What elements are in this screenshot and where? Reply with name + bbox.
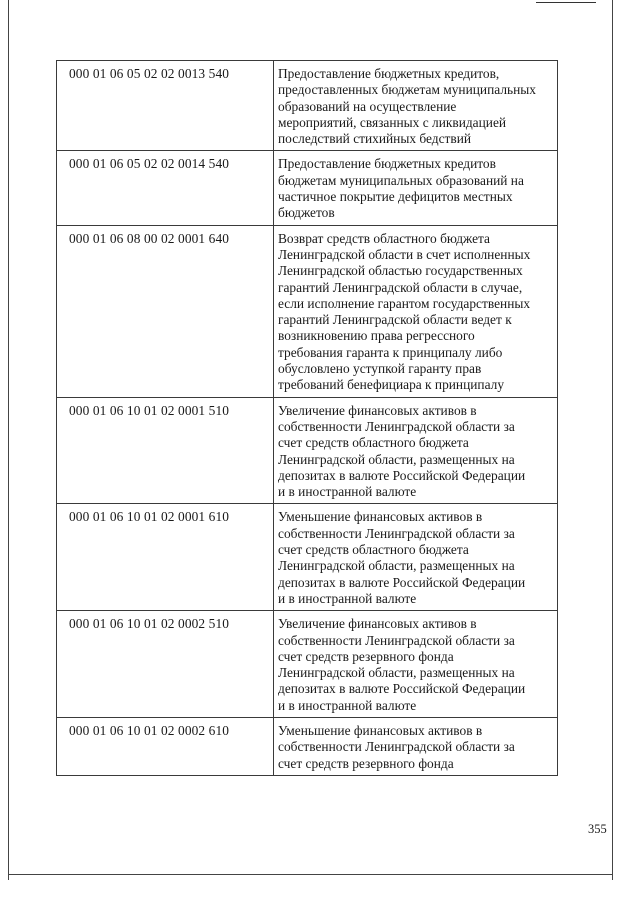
description-line: собственности Ленинградской области за — [278, 739, 515, 755]
description-line: Предоставление бюджетных кредитов, — [278, 66, 500, 81]
description-line: предоставленных бюджетам муниципальных — [278, 82, 536, 98]
bottom-page-edge — [8, 874, 613, 875]
description-line: собственности Ленинградской области за — [278, 632, 515, 648]
table-row — [57, 151, 558, 225]
description-line: собственности Ленинградской области за — [278, 418, 515, 434]
description-line: счет средств резервного фонда — [278, 648, 454, 664]
description-line: гарантий Ленинградской области ведет к — [278, 312, 512, 328]
table-row — [57, 504, 558, 611]
description-line: Увеличение финансовых активов в — [278, 616, 477, 632]
description-line: депозитах в валюте Российской Федерации — [278, 574, 526, 590]
description-cell — [274, 225, 558, 397]
description-line: и в иностранной валюте — [278, 697, 417, 713]
description-line: обусловлено уступкой гаранту прав — [278, 361, 482, 377]
description-line: последствий стихийных бедствий — [278, 131, 472, 147]
description-line: бюджетов — [278, 205, 335, 221]
description-line: счет средств областного бюджета — [278, 542, 469, 558]
description-line: Ленинградской областью государственных — [278, 263, 523, 279]
description-line: Предоставление бюджетных кредитов — [278, 156, 496, 172]
description-line: требования гаранта к принципалу либо — [278, 344, 503, 360]
description-line: требований бенефициара к принципалу — [278, 377, 505, 393]
description-line: гарантий Ленинградской области в случае, — [278, 279, 523, 295]
budget-code-cell: 000 01 06 10 01 02 0002 510 — [57, 611, 274, 718]
description-line: Ленинградской области, размещенных на — [278, 665, 515, 681]
table-row — [57, 397, 558, 504]
table-body — [57, 61, 558, 776]
description-line: Увеличение финансовых активов в — [278, 402, 477, 418]
description-line: счет средств резервного фонда — [278, 755, 454, 771]
budget-code-cell: 000 01 06 10 01 02 0001 510 — [57, 397, 274, 504]
description-line: счет средств областного бюджета — [278, 435, 469, 451]
description-line: частичное покрытие дефицитов местных — [278, 189, 513, 205]
table-row — [57, 717, 558, 775]
description-line: возникновению права регрессного — [278, 328, 475, 344]
table-row — [57, 61, 558, 151]
description-line: бюджетам муниципальных образований на — [278, 172, 524, 188]
top-margin-rule — [536, 2, 596, 3]
budget-codes-table — [56, 60, 558, 776]
description-line: собственности Ленинградской области за — [278, 525, 515, 541]
description-cell — [274, 611, 558, 718]
description-cell — [274, 151, 558, 225]
description-line: Ленинградской области, размещенных на — [278, 558, 515, 574]
description-cell — [274, 717, 558, 775]
description-line: Возврат средств областного бюджета — [278, 230, 490, 246]
description-line: мероприятий, связанных с ликвидацией — [278, 114, 507, 130]
budget-code-cell: 000 01 06 08 00 02 0001 640 — [57, 225, 274, 397]
description-line: если исполнение гарантом государственных — [278, 295, 531, 311]
budget-code-cell: 000 01 06 05 02 02 0013 540 — [57, 61, 274, 151]
description-cell — [274, 397, 558, 504]
left-page-edge — [8, 0, 9, 880]
description-cell — [274, 61, 558, 151]
description-line: депозитах в валюте Российской Федерации — [278, 467, 526, 483]
description-line: Ленинградской области, размещенных на — [278, 451, 515, 467]
description-line: и в иностранной валюте — [278, 590, 417, 606]
description-cell — [274, 504, 558, 611]
table-row — [57, 611, 558, 718]
budget-code-cell: 000 01 06 10 01 02 0001 610 — [57, 504, 274, 611]
description-line: депозитах в валюте Российской Федерации — [278, 681, 526, 697]
description-line: Ленинградской области в счет исполненных — [278, 246, 531, 262]
description-line: образований на осуществление — [278, 98, 457, 114]
right-page-edge — [612, 0, 613, 880]
description-line: и в иностранной валюте — [278, 484, 417, 500]
table-row — [57, 225, 558, 397]
description-line: Уменьшение финансовых активов в — [278, 509, 483, 525]
description-line: Уменьшение финансовых активов в — [278, 722, 483, 738]
budget-code-cell: 000 01 06 05 02 02 0014 540 — [57, 151, 274, 225]
page-number: 355 — [588, 822, 607, 836]
budget-code-cell: 000 01 06 10 01 02 0002 610 — [57, 717, 274, 775]
